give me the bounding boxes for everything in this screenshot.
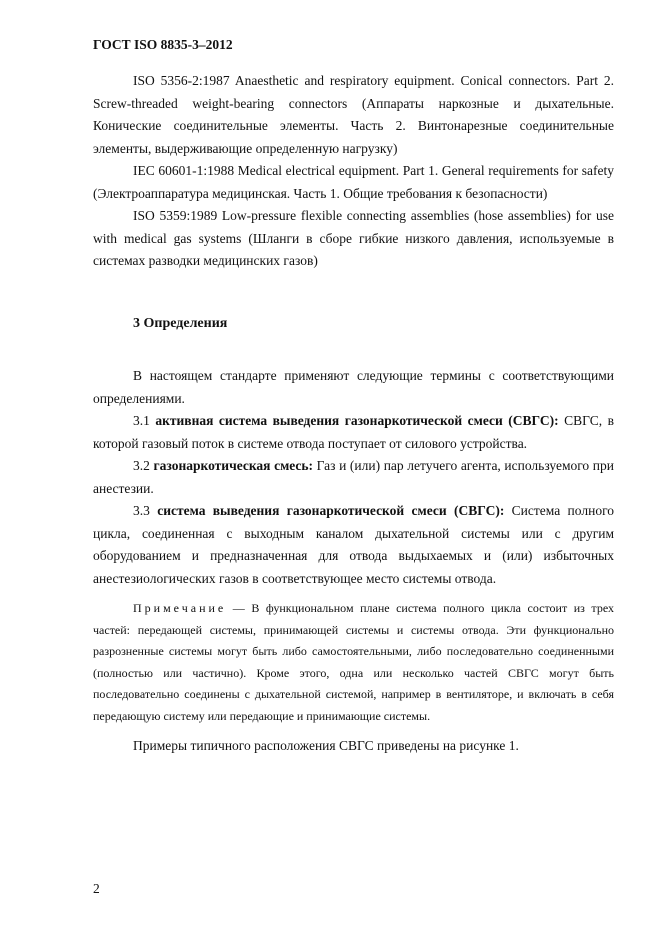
closing-paragraph: Примеры типичного расположения СВГС приведены на рисунке 1.: [133, 738, 519, 753]
reference-iso-5356: ISO 5356-2:1987 Anaesthetic and respiratory equipment. Conical connectors. Part 2. Screw-threaded weight-bearing connectors (Аппараты наркозные и дыхательные. Конические соединительные элементы. Часть 2. Винтонарезные соединительные элементы, выдерживающие определенную нагрузку): [93, 73, 614, 156]
definition-3-3: [93, 500, 614, 590]
reference-iec-60601: IEC 60601-1:1988 Medical electrical equipment. Part 1. General requirements for safety (Электроаппаратура медицинская. Часть 1. Общие требования к безопасности): [93, 163, 614, 201]
section-intro: В настоящем стандарте применяют следующие термины с соответствующими определениями.: [93, 368, 614, 406]
document-header: ГОСТ ISO 8835-3–2012: [93, 37, 233, 52]
page-number: 2: [93, 881, 100, 896]
definition-text: СВГС, в которой газовый поток в системе отвода поступает от силового устройства.: [93, 413, 615, 451]
note-label: Примечание: [133, 601, 227, 615]
section-heading: 3 Определения: [133, 315, 228, 331]
definition-text: Газ и (или) пар летучего агента, используемого при анестезии.: [93, 458, 614, 496]
definition-number: 3.3: [133, 503, 158, 518]
definition-number: 3.1: [133, 413, 156, 428]
definition-3-1: [93, 410, 614, 455]
definition-number: 3.2: [133, 458, 154, 473]
note-text: — В функциональном плане система полного цикла состоит из трех частей: передающей системы, принимающей системы и системы отвода. Эти функционально разрозненные системы могут быть либо самостоятельными, либо последовательно соединенными (полностью или частично). Кроме этого, одна или несколько частей СВГС могут быть последовательно соединены с дыхательной системой, например в вентиляторе, и включать в себя передающую систему или передающие и принимающие системы.: [93, 601, 614, 723]
definition-term: система выведения газонаркотической смеси (СВГС):: [157, 503, 505, 518]
definition-term: газонаркотическая смесь:: [153, 458, 314, 473]
definition-term: активная система выведения газонаркотической смеси (СВГС):: [155, 413, 559, 428]
note-paragraph: [93, 598, 614, 727]
definition-text: Система полного цикла, соединенная с выходным каналом дыхательной системы или с другим оборудованием и предназначенная для отвода выдыхаемых и (или) избыточных анестезиологических газов в соответствующее место системы отвода.: [93, 503, 615, 586]
reference-iso-5359: ISO 5359:1989 Low-pressure flexible connecting assemblies (hose assemblies) for use with medical gas systems (Шланги в сборе гибкие низкого давления, используемые в системах разводки медицинских газов): [93, 208, 614, 268]
definition-3-2: [93, 455, 614, 500]
document-body: [93, 70, 614, 758]
